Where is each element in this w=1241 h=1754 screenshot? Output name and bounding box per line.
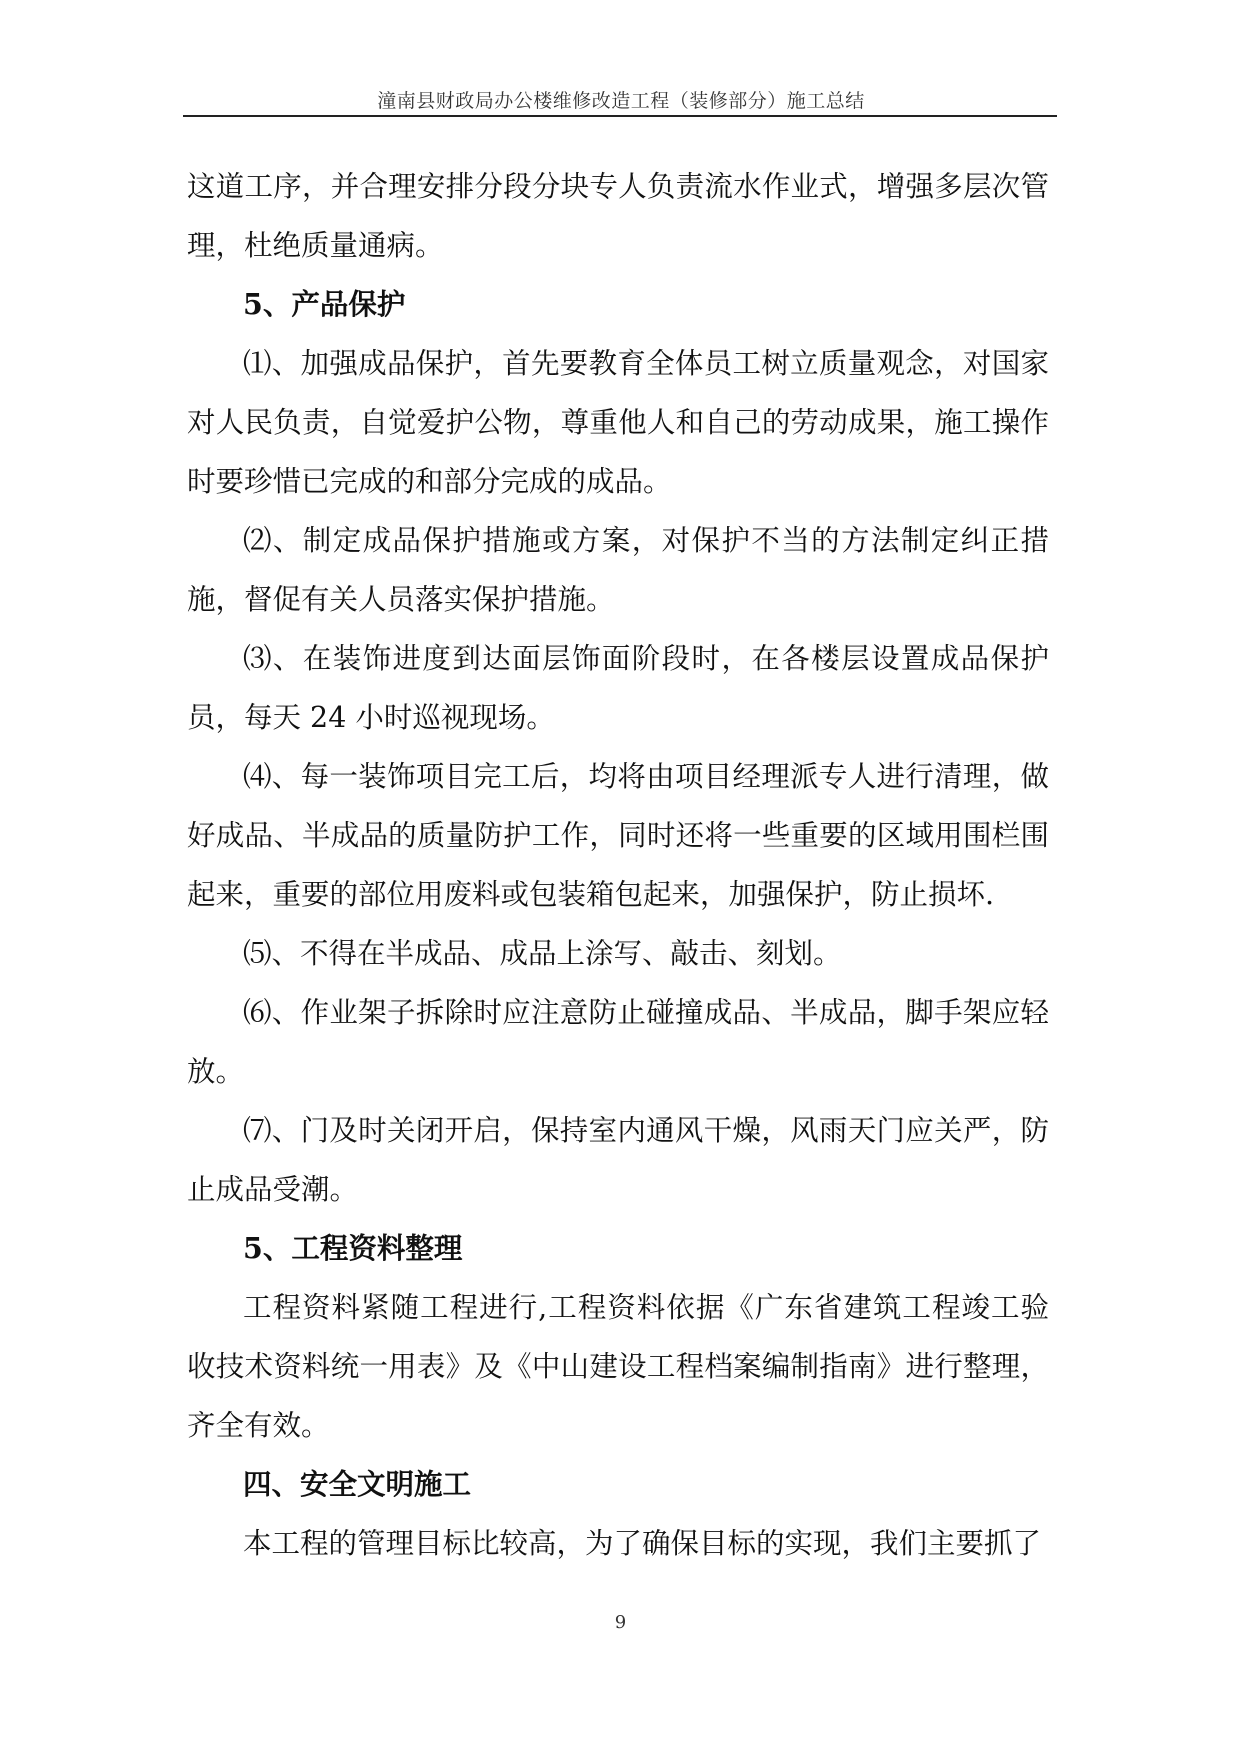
- list-item: ⑶、在装饰进度到达面层饰面阶段时，在各楼层设置成品保护员，每天 24 小时巡视现场。: [187, 642, 1049, 734]
- section-heading-product-protection: 5、产品保护: [243, 287, 406, 321]
- safety-paragraph: 本工程的管理目标比较高，为了确保目标的实现，我们主要抓了: [243, 1527, 1042, 1560]
- list-item: ⑵、制定成品保护措施或方案，对保护不当的方法制定纠正措施，督促有关人员落实保护措施。: [187, 524, 1049, 616]
- list-item: ⑸、不得在半成品、成品上涂写、敲击、刻划。: [243, 937, 842, 970]
- page-number: 9: [614, 1612, 627, 1633]
- list-item: ⑴、加强成品保护，首先要教育全体员工树立质量观念，对国家对人民负责，自觉爱护公物，尊重他人和自己的劳动成果，施工操作时要珍惜已完成的和部分完成的成品。: [187, 347, 1049, 498]
- list-item: ⑷、每一装饰项目完工后，均将由项目经理派专人进行清理，做好成品、半成品的质量防护工作，同时还将一些重要的区域用围栏围起来，重要的部位用废料或包装箱包起来，加强保护，防止损坏.: [187, 760, 1049, 911]
- section-heading-documents: 5、工程资料整理: [243, 1231, 463, 1265]
- continuation-paragraph: 这道工序，并合理安排分段分块专人负责流水作业式，增强多层次管理，杜绝质量通病。: [187, 170, 1049, 262]
- section-heading-safety: 四、安全文明施工: [243, 1467, 472, 1501]
- list-item: ⑹、作业架子拆除时应注意防止碰撞成品、半成品，脚手架应轻放。: [187, 996, 1049, 1088]
- page-header-title: 潼南县财政局办公楼维修改造工程（装修部分）施工总结: [377, 90, 865, 112]
- documents-paragraph: 工程资料紧随工程进行,工程资料依据《广东省建筑工程竣工验收技术资料统一用表》及《中山建设工程档案编制指南》进行整理，齐全有效。: [187, 1291, 1049, 1442]
- header-divider: [183, 115, 1057, 117]
- document-body: [187, 157, 1049, 1573]
- list-item: ⑺、门及时关闭开启，保持室内通风干燥，风雨天门应关严，防止成品受潮。: [187, 1114, 1049, 1206]
